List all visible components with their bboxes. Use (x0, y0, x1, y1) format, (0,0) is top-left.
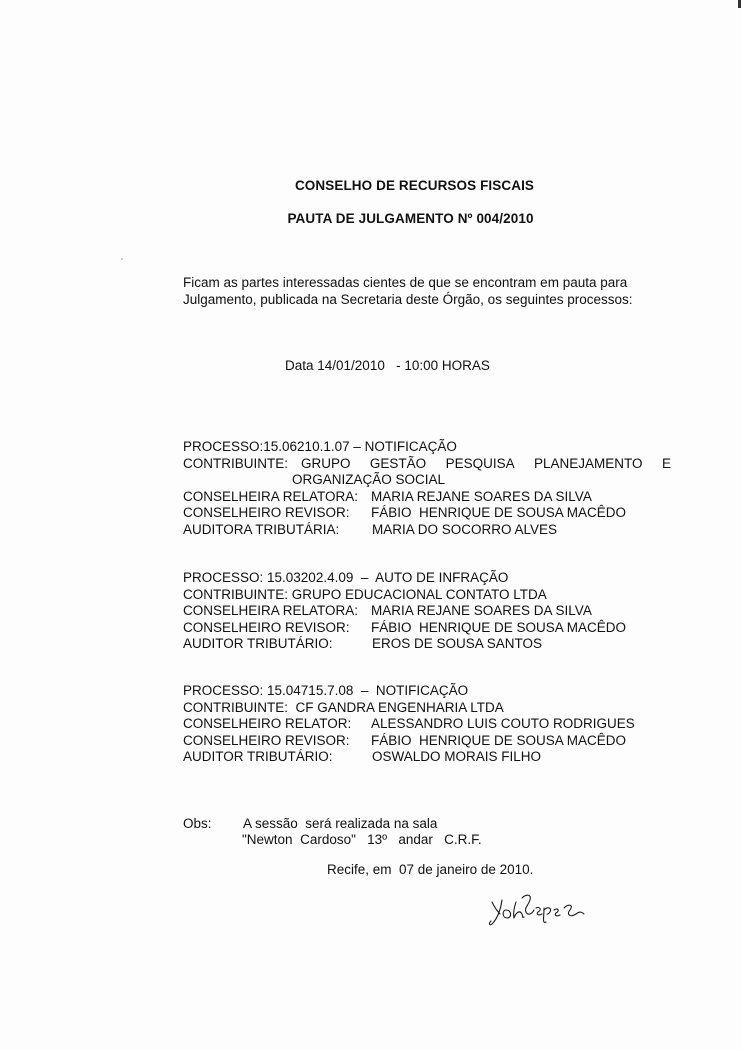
revisor-label: CONSELHEIRO REVISOR: (183, 619, 350, 635)
process-block-1 (183, 439, 673, 539)
auditor-row (183, 522, 673, 539)
process-number-text: PROCESSO:15.06210.1.07 – NOTIFICAÇÃO (183, 439, 457, 454)
contribuinte-word: E (661, 455, 671, 471)
process-block-2 (183, 570, 673, 653)
contribuinte-text: CONTRIBUINTE: GRUPO EDUCACIONAL CONTATO LTDA (183, 586, 547, 602)
revisor-label: CONSELHEIRO REVISOR: (183, 732, 350, 748)
auditor-label: AUDITOR TRIBUTÁRIO: (183, 749, 333, 765)
relator-row (183, 716, 673, 733)
relator-label: CONSELHEIRA RELATORA: (183, 488, 359, 504)
relator-row (183, 489, 673, 506)
process-number (183, 439, 673, 456)
document-subtitle: PAUTA DE JULGAMENTO Nº 004/2010 (287, 211, 534, 226)
session-date: Data 14/01/2010 - 10:00 HORAS (285, 358, 490, 373)
intro-paragraph (183, 274, 663, 308)
revisor-value: FÁBIO HENRIQUE DE SOUSA MACÊDO (371, 619, 627, 635)
revisor-value: FÁBIO HENRIQUE DE SOUSA MACÊDO (371, 505, 627, 521)
contribuinte-continuation (183, 472, 673, 489)
contribuinte-row (183, 587, 673, 604)
intro-line-1: Ficam as partes interessadas cientes de que se encontram em pauta para (183, 275, 628, 290)
auditor-label: AUDITORA TRIBUTÁRIA: (183, 521, 340, 537)
auditor-label: AUDITOR TRIBUTÁRIO: (183, 636, 333, 652)
contribuinte-row (183, 700, 673, 717)
relator-label: CONSELHEIRA RELATORA: (183, 603, 359, 619)
auditor-row (183, 749, 673, 766)
auditor-value: MARIA DO SOCORRO ALVES (372, 521, 558, 537)
relator-value: MARIA REJANE SOARES DA SILVA (371, 603, 592, 619)
process-number (183, 683, 673, 700)
obs-line-2: "Newton Cardoso" 13º andar C.R.F. (242, 832, 482, 847)
city-date: Recife, em 07 de janeiro de 2010. (327, 862, 534, 877)
contribuinte-row (183, 456, 673, 473)
revisor-row (183, 505, 673, 522)
process-block-3 (183, 683, 673, 766)
contribuinte-continuation-text: ORGANIZAÇÃO SOCIAL (292, 472, 446, 488)
relator-row (183, 603, 673, 620)
revisor-label: CONSELHEIRO REVISOR: (183, 505, 350, 521)
contribuinte-word: PLANEJAMENTO (534, 455, 643, 471)
auditor-row (183, 636, 673, 653)
obs-line-1: A sessão será realizada na sala (243, 816, 438, 831)
scan-speck (121, 258, 123, 260)
contribuinte-word: GESTÃO (369, 455, 427, 471)
document-title: CONSELHO DE RECURSOS FISCAIS (294, 178, 535, 193)
process-number-text: PROCESSO: 15.03202.4.09 – AUTO DE INFRAÇÃO (183, 570, 509, 585)
intro-line-2: Julgamento, publicada na Secretaria deste Órgão, os seguintes processos: (183, 292, 633, 307)
revisor-value: FÁBIO HENRIQUE DE SOUSA MACÊDO (371, 732, 627, 748)
obs-label: Obs: (183, 816, 212, 831)
process-number (183, 570, 673, 587)
handwritten-signature (486, 888, 596, 928)
contribuinte-text: CONTRIBUINTE: CF GANDRA ENGENHARIA LTDA (183, 699, 504, 715)
relator-value: MARIA REJANE SOARES DA SILVA (371, 488, 592, 504)
relator-label: CONSELHEIRO RELATOR: (183, 716, 352, 732)
contribuinte-word: PESQUISA (445, 455, 515, 471)
contribuinte-label: CONTRIBUINTE: (183, 455, 289, 471)
revisor-row (183, 620, 673, 637)
contribuinte-word: GRUPO (301, 455, 351, 471)
contribuinte-value (301, 456, 671, 473)
process-number-text: PROCESSO: 15.04715.7.08 – NOTIFICAÇÃO (183, 683, 469, 698)
relator-value: ALESSANDRO LUIS COUTO RODRIGUES (371, 716, 635, 732)
auditor-value: EROS DE SOUSA SANTOS (372, 636, 543, 652)
auditor-value: OSWALDO MORAIS FILHO (372, 749, 542, 765)
revisor-row (183, 733, 673, 750)
